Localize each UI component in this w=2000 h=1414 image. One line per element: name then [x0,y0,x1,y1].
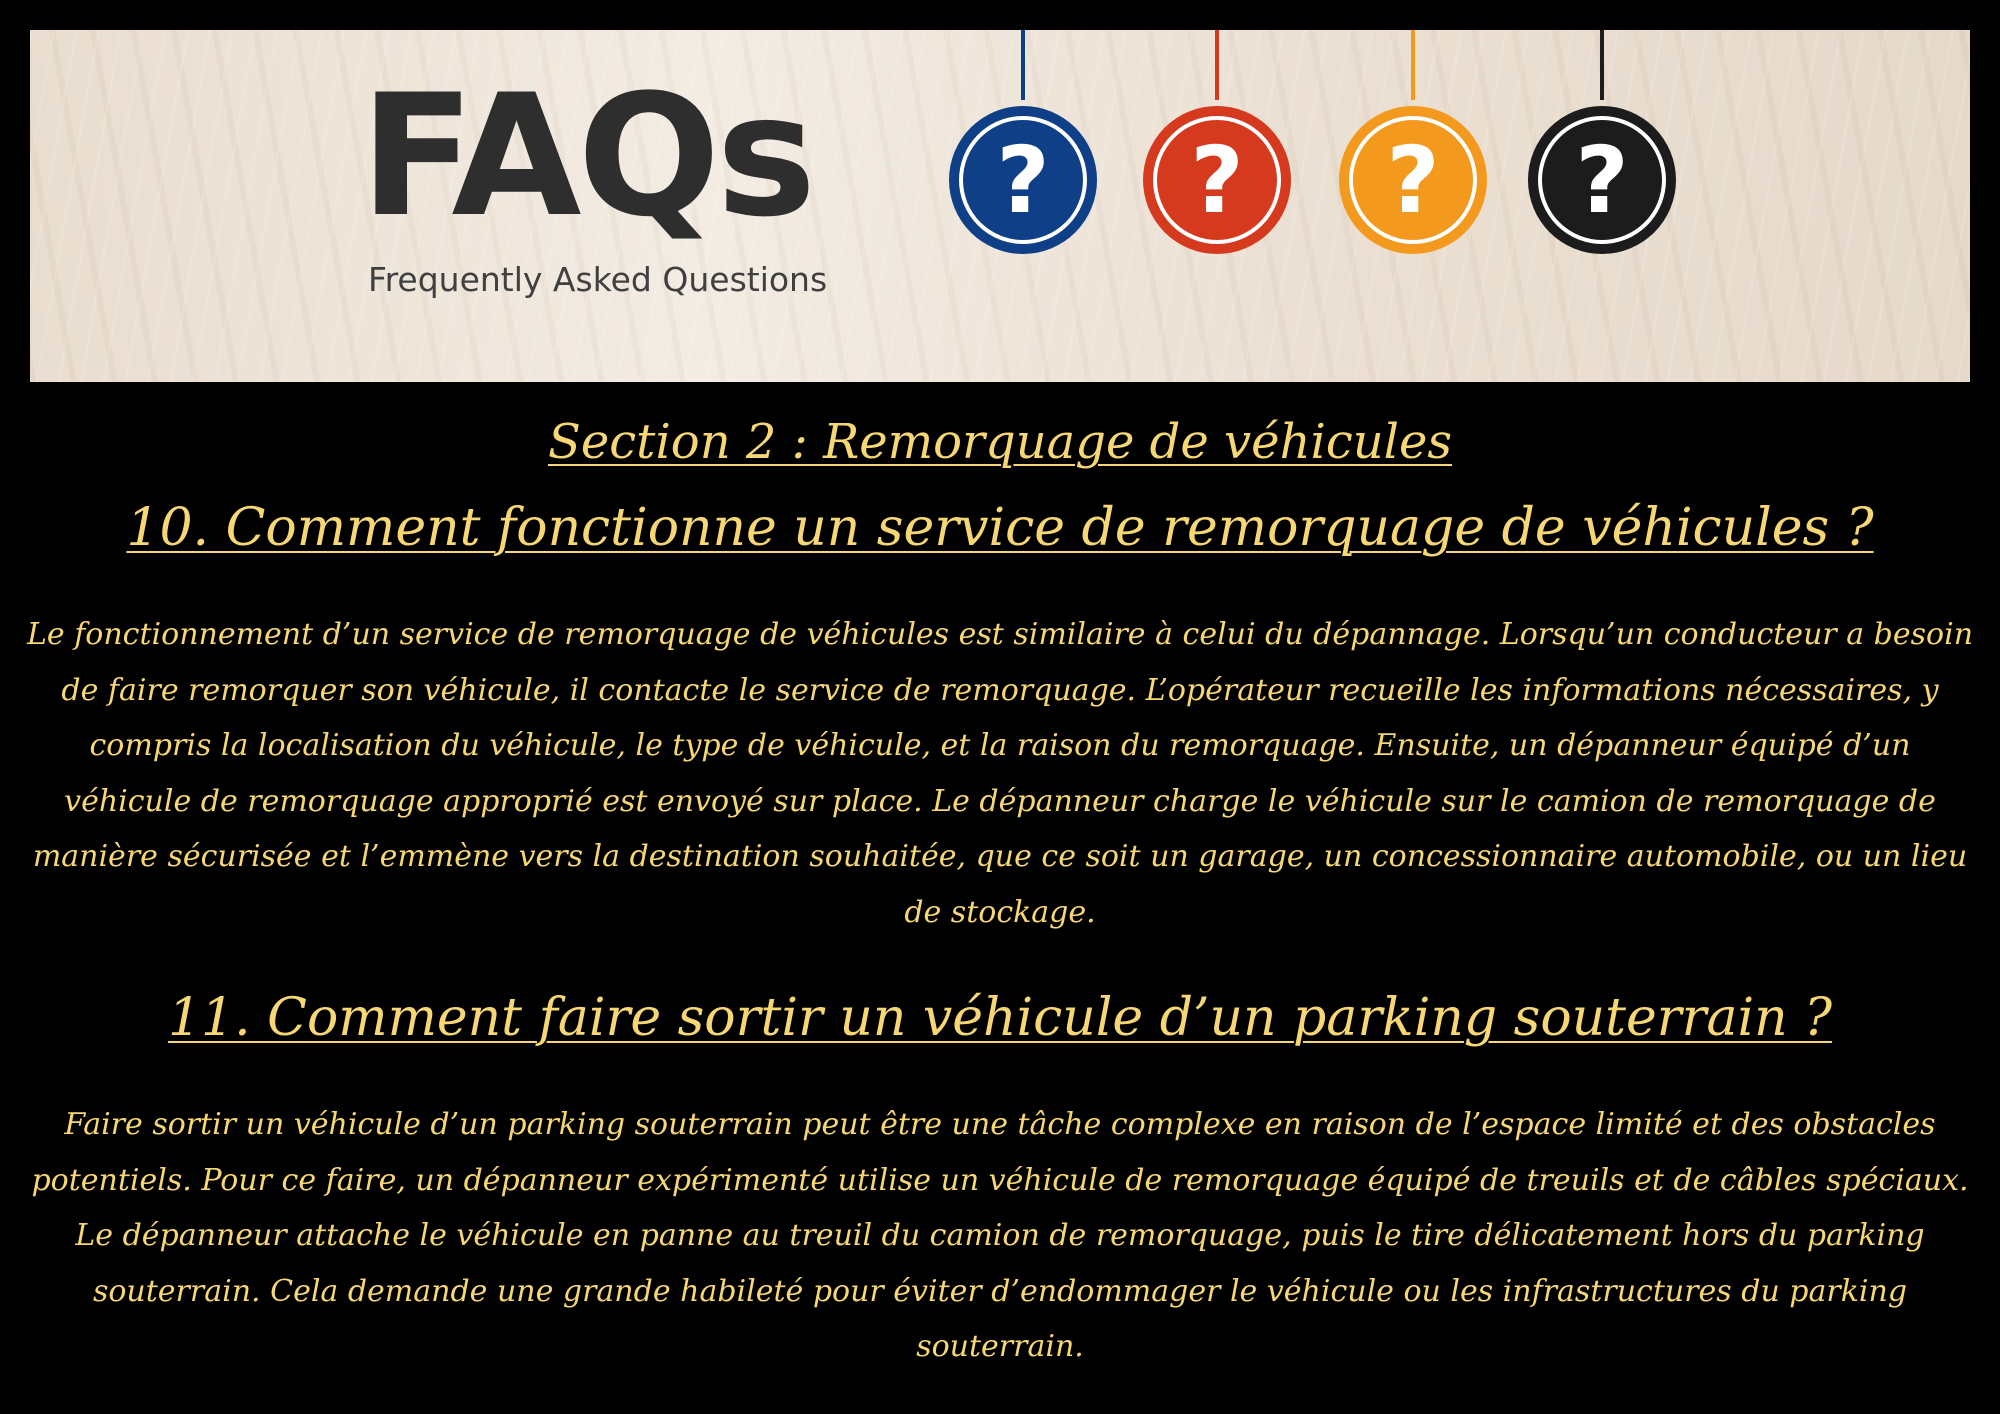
answer-line: Faire sortir un véhicule d’un parking souterrain peut être une tâche complexe en raison de l’espace limité et des obstacles [64,1107,1936,1142]
answer-paragraph [0,607,2000,940]
answer-paragraph [0,1097,2000,1375]
answer-line: de faire remorquer son véhicule, il contacte le service de remorquage. L’opérateur recueille les informations nécessaires, y [61,672,1939,708]
answer-line: potentiels. Pour ce faire, un dépanneur expérimenté utilise un véhicule de remorquage équipé de treuils et de câbles spéciaux. [31,1162,1969,1198]
question-title: 10. Comment fonctionne un service de remorquage de véhicules ? [126,498,1874,558]
question-title: 11. Comment faire sortir un véhicule d’un parking souterrain ? [167,988,1833,1048]
banner-title: FAQs [360,58,813,254]
answer-line: manière sécurisée et l’emmène vers la destination souhaitée, que ce soit un garage, un concessionnaire automobile, ou un lieu [32,839,1968,874]
answer-line: Le fonctionnement d’un service de remorquage de véhicules est similaire à celui du dépannage. Lorsqu’un conducteur a besoin [26,617,1974,652]
answer-line: véhicule de remorquage approprié est envoyé sur place. Le dépanneur charge le véhicule sur le camion de remorquage de [64,783,1936,819]
bubble-glyph: ? [1386,127,1440,234]
banner-subtitle: Frequently Asked Questions [368,260,828,299]
section-title: Section 2 : Remorquage de véhicules [547,414,1453,470]
bubble-glyph: ? [996,127,1050,234]
answer-line: souterrain. Cela demande une grande habileté pour éviter d’endommager le véhicule ou les infrastructures du parking [92,1273,1908,1309]
bubble-glyph: ? [1190,127,1244,234]
answer-line: souterrain. [916,1329,1084,1364]
answer-line: Le dépanneur attache le véhicule en panne au treuil du camion de remorquage, puis le tire délicatement hors du parking [75,1218,1925,1253]
answer-line: de stockage. [904,894,1096,930]
bubble-glyph: ? [1575,127,1629,234]
answer-line: compris la localisation du véhicule, le type de véhicule, et la raison du remorquage. Ensuite, un dépanneur équipé d’un [89,728,1911,763]
